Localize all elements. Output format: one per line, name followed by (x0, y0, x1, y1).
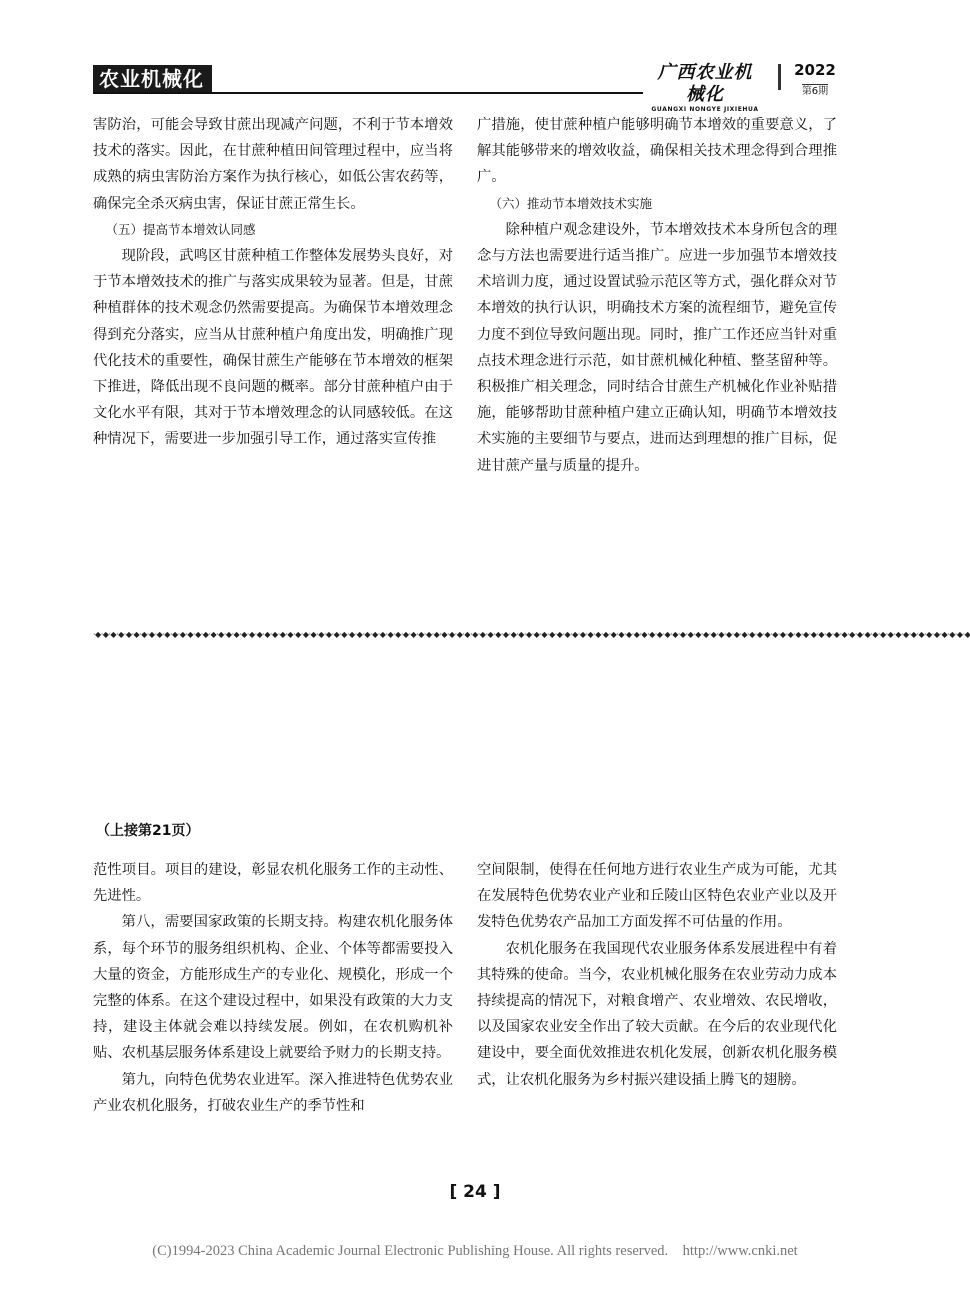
brand-pinyin: GUANGXI NONGYE JIXIEHUA (651, 106, 759, 113)
paragraph: 第八，需要国家政策的长期支持。构建农机化服务体系，每个环节的服务组织机构、企业、个体等都需要投入大量的资金，方能形成生产的专业化、规模化，形成一个完整的体系。在这个建设过程中，如果没有政策的大力支持，建设主体就会难以持续发展。例如，在农机购机补贴、农机基层服务体系建设上就要给予财力的长期支持。 (93, 914, 453, 1062)
paragraph: 除种植户观念建设外，节本增效技术本身所包含的理念与方法也需要进行适当推广。应进一步加强节本增效技术培训力度，通过设置试验示范区等方式，强化群众对节本增效的执行认识，明确技术方案的流程细节，避免宣传力度不到位导致问题出现。同时，推广工作还应当针对重点技术理念进行示范，如甘蔗机械化种植、整茎留种等。积极推广相关理念，同时结合甘蔗生产机械化作业补贴措施，能够帮助甘蔗种植户建立正确认知，明确节本增效技术实施的主要细节与要点，进而达到理想的推广目标，促进甘蔗产量与质量的提升。 (477, 221, 837, 474)
article-column-4 (477, 857, 837, 1093)
article-column-2 (477, 112, 837, 479)
issue-number: 第6期 (801, 86, 829, 97)
section-separator: ·◆·◆·◆·◆·◆·◆·◆·◆·◆·◆·◆·◆·◆·◆·◆·◆·◆·◆·◆·◆·◆·◆·◆·◆·◆·◆·◆·◆·◆·◆·◆·◆·◆·◆·◆·◆·◆·◆·◆·◆·◆·◆·◆·◆·◆·◆·◆·◆·◆·◆·◆·◆·◆·◆·◆·◆·◆·◆·◆·◆·◆·◆·◆·◆·◆·◆·◆·◆·◆·◆·◆·◆·◆·◆·◆·◆·◆·◆·◆·◆·◆·◆·◆·◆·◆·◆·◆·◆·◆·◆·◆·◆·◆·◆·◆·◆·◆·◆·◆·◆·◆·◆·◆·◆·◆·◆·◆·◆·◆·◆·◆·◆·◆·◆ (93, 630, 970, 639)
header-rule (93, 92, 643, 94)
journal-brand (650, 62, 760, 114)
issue-info (790, 62, 840, 98)
paragraph: 广措施，使甘蔗种植户能够明确节本增效的重要意义，了解其能够带来的增效收益，确保相关技术理念得到合理推广。 (477, 117, 837, 186)
paragraph: 现阶段，武鸣区甘蔗种植工作整体发展势头良好，对于节本增效技术的推广与落实成果较为显著。但是，甘蔗种植群体的技术观念仍然需要提高。为确保节本增效理念得到充分落实，应当从甘蔗种植户角度出发，明确推广现代化技术的重要性，确保甘蔗生产能够在节本增效的框架下推进，降低出现不良问题的概率。部分甘蔗种植户由于文化水平有限，其对于节本增效理念的认同感较低。在这种情况下，需要进一步加强引导工作，通过落实宣传推 (93, 248, 453, 448)
brand-name: 广西农业机械化 (657, 62, 753, 105)
issue-year: 2022 (794, 61, 836, 79)
article-column-3 (93, 857, 453, 1119)
paragraph: 第九，向特色优势农业进军。深入推进特色优势农业产业农机化服务，打破农业生产的季节性和 (93, 1071, 453, 1114)
paragraph: 农机化服务在我国现代农业服务体系发展进程中有着其特殊的使命。当今，农业机械化服务在农业劳动力成本持续提高的情况下，对粮食增产、农业增效、农民增收，以及国家农业安全作出了较大贡献。在今后的农业现代化建设中，要全面优效推进农机化发展，创新农机化服务模式，让农机化服务为乡村振兴建设插上腾飞的翅膀。 (477, 940, 837, 1088)
section-heading: （五）提高节本增效认同感 (105, 221, 256, 237)
paragraph: 范性项目。项目的建设，彰显农机化服务工作的主动性、先进性。 (93, 862, 453, 905)
brand-divider (778, 64, 781, 90)
continued-from-label: （上接第21页） (96, 823, 200, 839)
paragraph: 空间限制，使得在任何地方进行农业生产成为可能，尤其在发展特色优势农业产业和丘陵山区特色农业产业以及开发特色优势农产品加工方面发挥不可估量的作用。 (477, 862, 837, 931)
article-column-1 (93, 112, 453, 453)
paragraph: 害防治，可能会导致甘蔗出现减产问题，不利于节本增效技术的落实。因此，在甘蔗种植田间管理过程中，应当将成熟的病虫害防治方案作为执行核心，如低公害农药等，确保完全杀灭病虫害，保证甘蔗正常生长。 (93, 117, 453, 212)
copyright-footer: (C)1994-2023 China Academic Journal Electronic Publishing House. All rights reserved. http://www.cnki.net (152, 1243, 798, 1259)
page-number: [ 24 ] (449, 1182, 501, 1202)
section-heading: （六）推动节本增效技术实施 (489, 195, 653, 211)
section-title: 农业机械化 (93, 65, 212, 93)
